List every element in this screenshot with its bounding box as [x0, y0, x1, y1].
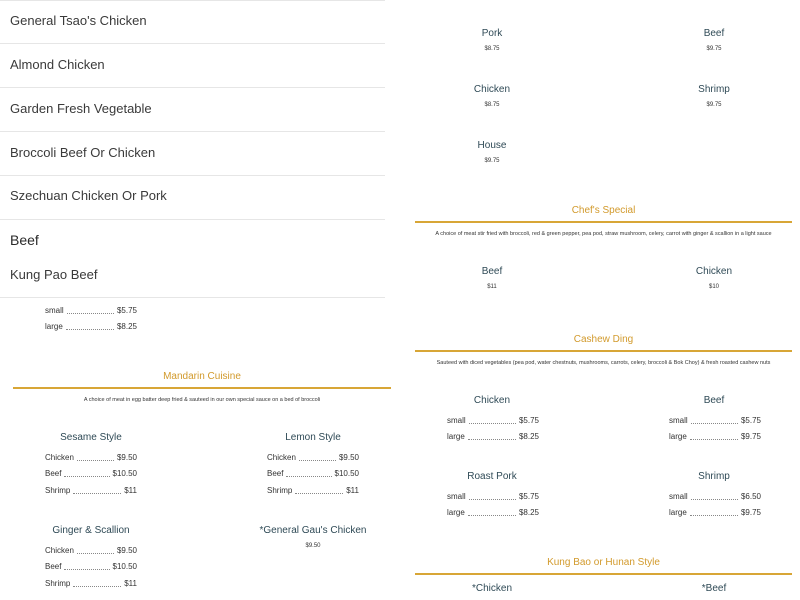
dish-title-sesame: Sesame Style	[60, 432, 122, 443]
price-value: $8.25	[518, 432, 539, 441]
meat-label: Chicken	[267, 453, 296, 462]
dish-price: $8.75	[484, 46, 500, 52]
section-rule	[415, 350, 792, 352]
size-label: small	[669, 416, 688, 425]
section-description: A choice of meat in egg batter deep fried & sauteed in our own special sauce on a bed of broccoli	[83, 397, 321, 403]
price-row	[267, 469, 359, 478]
leader-dots	[299, 454, 336, 461]
price-row	[669, 492, 761, 501]
size-label: small	[447, 416, 466, 425]
list-item-label: Szechuan Chicken Or Pork	[10, 188, 167, 203]
price-row	[45, 322, 137, 331]
list-item-label: Almond Chicken	[10, 57, 105, 72]
section-rule	[415, 573, 792, 575]
list-item[interactable]	[0, 132, 385, 176]
meat-label: Shrimp	[267, 486, 293, 495]
price-row	[267, 486, 359, 495]
dish-title-shrimp: Shrimp	[698, 471, 730, 482]
dish-price: $10	[708, 284, 719, 290]
section-title-chefs-special: Chef's Special	[571, 205, 636, 216]
price-value: $11	[124, 486, 137, 495]
dish-title-beef: Beef	[481, 266, 503, 277]
price-row	[447, 508, 539, 517]
dish-price: $9.75	[484, 158, 500, 164]
price-value: $11	[124, 579, 137, 588]
price-value: $9.50	[338, 453, 359, 462]
dish-price: $11	[487, 284, 497, 290]
meat-label: Beef	[267, 469, 284, 478]
price-row	[45, 469, 137, 478]
price-value: $9.50	[116, 546, 137, 555]
price-row	[45, 579, 137, 588]
meat-label: Chicken	[45, 546, 74, 555]
size-label: small	[45, 306, 64, 315]
beef-heading: Beef	[10, 232, 39, 248]
list-item-kung-pao-beef[interactable]	[0, 256, 385, 298]
price-row	[45, 562, 137, 571]
leader-dots	[469, 493, 516, 500]
meat-label: Chicken	[45, 453, 74, 462]
leader-dots	[691, 417, 738, 424]
list-item[interactable]	[0, 0, 385, 44]
price-row	[45, 546, 137, 555]
dish-title-chicken: Chicken	[695, 266, 733, 277]
section-rule	[13, 387, 391, 389]
list-item-label: General Tsao's Chicken	[10, 13, 147, 28]
price-row	[45, 486, 137, 495]
dish-title-chicken: Chicken	[473, 84, 511, 95]
price-value: $8.25	[518, 508, 539, 517]
leader-dots	[468, 509, 516, 516]
section-title-cashew-ding: Cashew Ding	[573, 334, 634, 345]
leader-dots	[77, 547, 114, 554]
dish-title-general-gau: *General Gau's Chicken	[259, 525, 367, 536]
section-title-kung-bao: Kung Bao or Hunan Style	[547, 557, 660, 568]
list-item-label: Garden Fresh Vegetable	[10, 101, 152, 116]
size-label: large	[447, 432, 465, 441]
dish-title-shrimp: Shrimp	[698, 84, 730, 95]
price-value: $9.50	[116, 453, 137, 462]
leader-dots	[295, 487, 343, 494]
list-item-label: Kung Pao Beef	[10, 267, 98, 282]
leader-dots	[73, 487, 121, 494]
section-title-mandarin: Mandarin Cuisine	[163, 371, 241, 382]
price-value: $5.75	[518, 416, 539, 425]
leader-dots	[468, 433, 516, 440]
price-value: $10.50	[112, 562, 137, 571]
leader-dots	[64, 470, 109, 477]
size-label: large	[669, 432, 687, 441]
size-label: small	[447, 492, 466, 501]
leader-dots	[66, 323, 114, 330]
price-value: $6.50	[740, 492, 761, 501]
price-value: $9.75	[740, 432, 761, 441]
dish-title-beef: Beef	[703, 28, 725, 39]
price-row	[669, 508, 761, 517]
size-label: large	[447, 508, 465, 517]
dish-price: $9.75	[706, 102, 722, 108]
price-value: $10.50	[334, 469, 359, 478]
leader-dots	[73, 580, 121, 587]
leader-dots	[690, 509, 738, 516]
meat-label: Shrimp	[45, 486, 71, 495]
dish-title-house: House	[477, 140, 507, 151]
price-row	[45, 306, 137, 315]
price-value: $10.50	[112, 469, 137, 478]
meat-label: Beef	[45, 562, 62, 571]
leader-dots	[77, 454, 114, 461]
meat-label: Shrimp	[45, 579, 71, 588]
size-label: large	[45, 322, 63, 331]
list-item[interactable]	[0, 44, 385, 88]
size-label: small	[669, 492, 688, 501]
dish-title-roast-pork: Roast Pork	[467, 471, 517, 482]
price-value: $5.75	[740, 416, 761, 425]
price-row	[447, 492, 539, 501]
list-item-label: Broccoli Beef Or Chicken	[10, 145, 156, 160]
dish-title-pork: Pork	[481, 28, 503, 39]
price-value: $5.75	[116, 306, 137, 315]
size-label: large	[669, 508, 687, 517]
price-value: $8.25	[116, 322, 137, 331]
dish-title-chicken: Chicken	[473, 395, 511, 406]
price-row	[447, 416, 539, 425]
meat-label: Beef	[45, 469, 62, 478]
leader-dots	[691, 493, 738, 500]
dish-title-ginger-scallion: Ginger & Scallion	[52, 525, 130, 536]
price-value: $5.75	[518, 492, 539, 501]
price-value: $9.75	[740, 508, 761, 517]
list-item[interactable]	[0, 88, 385, 132]
dish-price: $9.75	[706, 46, 722, 52]
price-row	[669, 416, 761, 425]
dish-title-lemon: Lemon Style	[285, 432, 341, 443]
section-description: Sauteed with diced vegetables (pea pod, water chestnuts, mushrooms, carrots, celery, broccoli & Bok Choy) & fresh roasted cashew nuts	[436, 360, 771, 366]
dish-title-beef: *Beef	[701, 583, 727, 594]
dish-title-beef: Beef	[703, 395, 725, 406]
dish-price: $8.75	[484, 102, 500, 108]
leader-dots	[67, 307, 114, 314]
leader-dots	[64, 563, 109, 570]
price-row	[267, 453, 359, 462]
dish-price: $9.50	[305, 543, 321, 549]
right-panel	[400, 0, 800, 600]
price-row	[45, 453, 137, 462]
price-row	[669, 432, 761, 441]
section-rule	[415, 221, 792, 223]
price-value: $11	[346, 486, 359, 495]
dish-title-chicken: *Chicken	[471, 583, 513, 594]
price-row	[447, 432, 539, 441]
leader-dots	[286, 470, 331, 477]
list-item[interactable]	[0, 176, 385, 220]
leader-dots	[690, 433, 738, 440]
section-description: A choice of meat stir fried with broccoli, red & green pepper, pea pod, straw mushroom, celery, carrot with ginger & scallion in a light sauce	[435, 231, 772, 237]
leader-dots	[469, 417, 516, 424]
